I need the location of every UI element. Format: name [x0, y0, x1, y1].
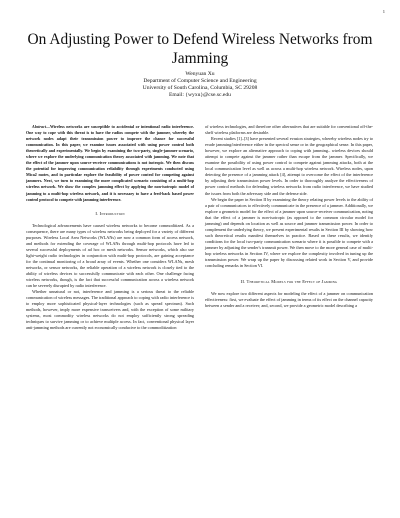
abstract-lead: Abstract— [32, 124, 50, 129]
intro-paragraph-3: Recent studies [1]–[3] have presented several evasion strategies, whereby wireless nodes try to evade jamming/interference either in the spectral sense or in the geographical sense. In this paper, however, we explore an alternative approach to coping with jamming– wireless devices should attempt to compete against the jammer rather than escape from the jammer. Specifically, we examine the possibility of using power control to compete against jamming attacks, both at the local communication level as well as across a multi-hop wireless network. Wireless nodes, upon detecting the presence of a jamming attack [4], attempt to overcome the effect of the interference by adjusting their transmission power levels. In order to thoroughly analyze the effectiveness of power control methods for defending wireless networks from radio interference, we have studied the issues from both the adversary side and the defense side. [205, 136, 373, 196]
author-affiliation-dept: Department of Computer Science and Engineering [143, 78, 257, 85]
intro-paragraph-2: Whether unnatural or not, interference and jamming is a serious threat to the reliable communication of wireless messages. The traditional approach to coping with radio interference is to employ more sophisticated physical-layer technologies (such as spread spectrum). Such methods, however, imply more expensive transceivers and, with the exception of some military systems, most commodity wireless networks do not employ sufficiently strong spreading techniques to survive jamming or to achieve multiple access. In fact, conventional physical layer anti-jamming methods are currently not economically conducive to the commoditization [26, 289, 194, 331]
theory-paragraph-1: We now explore two different aspects for modeling the effect of a jammer on communication effectiveness: first, we evaluate the effect of jamming in terms of its effect on the channel capacity between a sender and a receiver; and, second, we provide a geometric model describing a [205, 291, 373, 309]
page-number: 1 [382, 9, 385, 14]
left-column [26, 124, 194, 331]
abstract-text: Wireless networks are susceptible to accidental or intentional radio interference. One way to cope with this threat is to have the radios compete with the jammer, whereby the network nodes adapt their transmission power to improve the chance for successful communication. In this paper, we examine issues associated with using power control both theoretically and experimentally. We begin by examining the two-party, single-jammer scenario, where we explore the underlying communication theory associated with jamming. We note that the effect of the jammer upon source-receiver communications is not isotropic. We then discuss the potential for improving communication reliability through experiments conducted using Mica2 motes, and in particular explore the feasibility of power control for competing against jammers. Next, we turn to examining the more complicated scenario consisting of a multi-hop wireless network. We show the complex jamming effect by applying the non-isotropic model of jamming to a multi-hop wireless network, and it is necessary to have a feed-back based power control protocol to compete with jamming interference. [26, 124, 194, 202]
author-email: Email: {wyxu}@cse.sc.edu [169, 92, 231, 99]
author-block [60, 71, 340, 99]
author-name: Wenyuan Xu [185, 71, 215, 77]
abstract [26, 124, 194, 203]
author-affiliation-univ: University of South Carolina, Columbia, SC 29208 [142, 85, 258, 92]
section-heading-theoretical-models: II. Theoretical Models for the Effect of Jamming [240, 279, 338, 285]
section-heading-introduction: I. Introduction [95, 210, 125, 216]
intro-paragraph-1: Technological advancements have caused wireless networks to become commoditized. As a consequence, there are many types of wireless networks being deployed for a variety of different purposes. Wireless Local Area Networks (WLANs) are now a common form of access network, and methods for extending the coverage of WLANs through multi-hop protocols have led to several successful deployments of ad hoc or mesh networks. Sensor networks, which also use light-weight radio technologies in conjunction with multi-hop protocols, are gaining acceptance for the continual monitoring of a broad array of events. Whether one considers WLANs, mesh networks, or sensor networks, the reliable operation of a wireless network is closely tied to the ability of wireless devices to successfully communicate with each other. One challenge facing wireless networks, though, is the fact that successful communication across a wireless network can be severely disrupted by radio interference. [26, 222, 194, 289]
intro-paragraph-4: We begin the paper in Section II by examining the theory relating power levels to the ability of a pair of communicators to effectively communicate in the presence of a jammer. Additionally, we explore a geometric model for the effect of a jammer upon source-receiver communication, noting that the effect of a jammer is non-isotropic (as opposed to the common circular model for jamming) and depends on location as well as source and jammer transmission power. In order to complement the underlying theory, we present experimental results in Section III by showing how such theoretical results manifest themselves in practice. Based on these results, we identify conditions for the local two-party communication scenario where it is possible to compete with a jammer by adjusting the sender's transmit power. We then move to the more general case of multi-hop wireless networks in Section IV, where we explore the complexity involved in tuning up the transmission power. We wrap up the paper by discussing related work in Section V, and provide concluding remarks in Section VI. [205, 196, 373, 269]
intro-continuation-paragraph: of wireless technologies, and therefore other alternatives that are suitable for conventional off-the-shelf wireless platforms are desirable. [205, 124, 373, 136]
paper-title: On Adjusting Power to Defend Wireless Networks from Jamming [27, 31, 373, 67]
right-column [205, 124, 373, 309]
